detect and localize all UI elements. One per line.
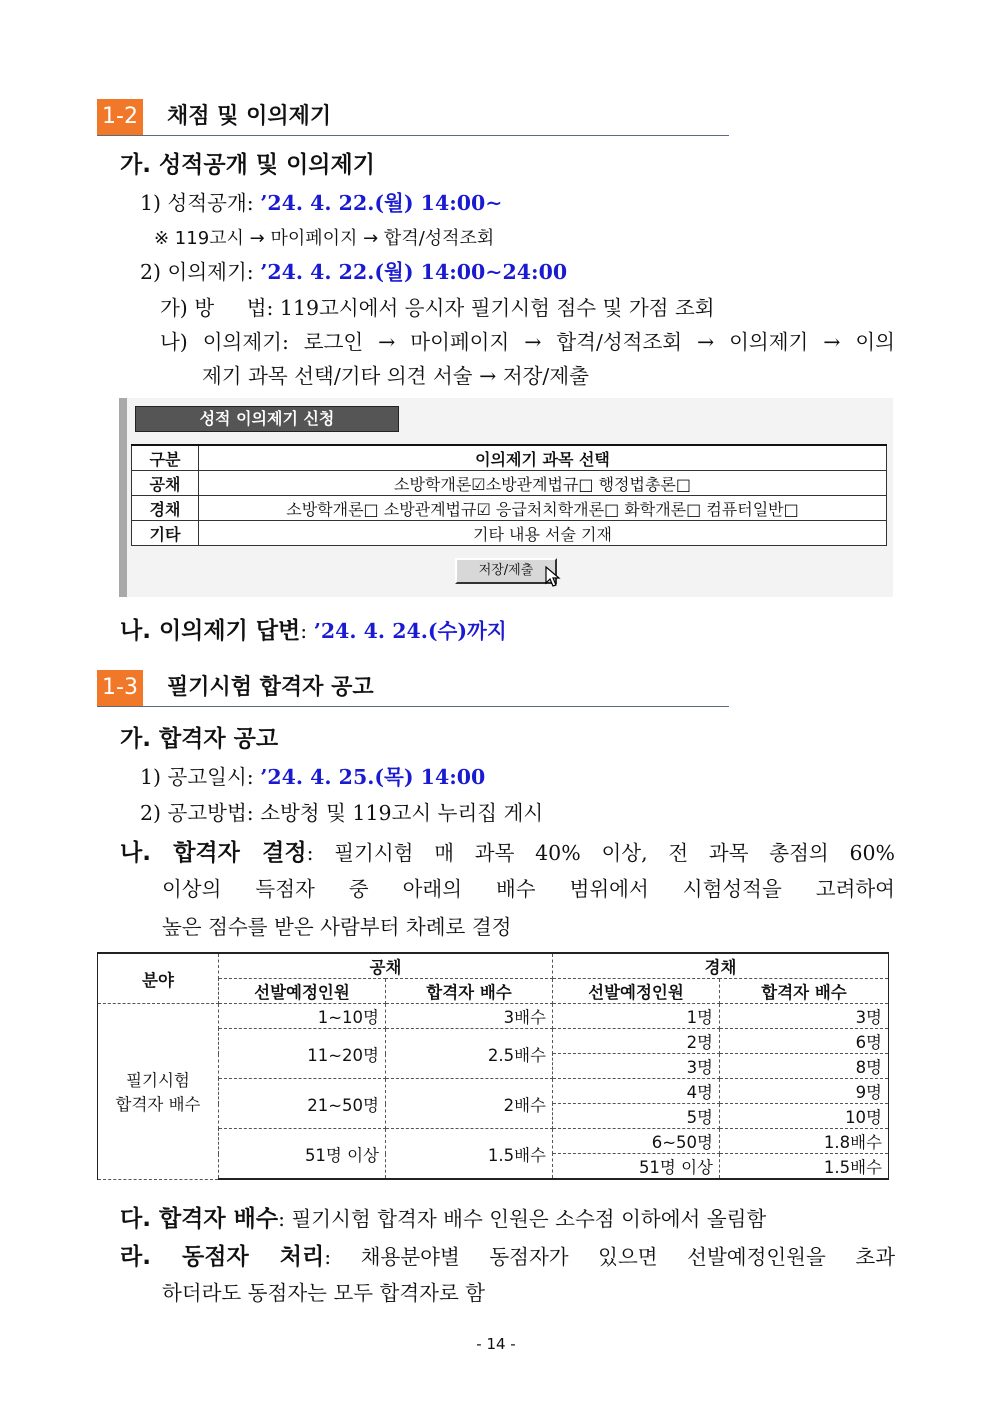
header-planned: 선발예정인원 bbox=[219, 979, 386, 1004]
gyeong-planned: 6∼50명 bbox=[553, 1129, 720, 1154]
header-subject-select: 이의제기 과목 선택 bbox=[199, 445, 887, 471]
tie-rule-line2: 하더라도 동점자는 모두 합격자로 함 bbox=[162, 1281, 486, 1305]
objection-period-line bbox=[140, 255, 567, 285]
gyeong-multiple: 6명 bbox=[720, 1029, 889, 1054]
tie-rule-label: 라. 동점자 처리 bbox=[120, 1244, 325, 1270]
table-row bbox=[132, 496, 887, 521]
objection-procedure-line2: 제기 과목 선택/기타 의견 서술 → 저장/제출 bbox=[202, 364, 589, 388]
row-label-line2: 합격자 배수 bbox=[115, 1095, 201, 1115]
tie-rule-text: : 채용분야별 동점자가 있으면 선발예정인원을 초과 bbox=[324, 1245, 895, 1269]
subheading-pass-announcement: 가. 합격자 공고 bbox=[120, 726, 279, 752]
objection-period-date: ’24. 4. 22.(월) 14:00∼24:00 bbox=[260, 260, 568, 284]
pass-multiple-text: : 필기시험 합격자 배수 인원은 소수점 이하에서 올림함 bbox=[278, 1207, 767, 1231]
gong-planned: 1∼10명 bbox=[219, 1004, 386, 1029]
gyeong-planned: 2명 bbox=[553, 1029, 720, 1054]
gong-planned: 21∼50명 bbox=[219, 1079, 386, 1129]
pass-decision-text: : 필기시험 매 과목 40% 이상, 전 과목 총점의 60% bbox=[306, 841, 896, 865]
table-row bbox=[132, 521, 887, 546]
announcement-method: 2) 공고방법: 소방청 및 119고시 누리집 게시 bbox=[140, 801, 544, 825]
announcement-date-label: 1) 공고일시: bbox=[140, 765, 261, 789]
gyeong-multiple: 1.8배수 bbox=[720, 1129, 889, 1154]
gyeong-multiple: 8명 bbox=[720, 1054, 889, 1079]
pass-decision-line2: 이상의 득점자 중 아래의 배수 범위에서 시험성적을 고려하여 bbox=[162, 877, 895, 901]
section-header-1-3 bbox=[97, 670, 729, 707]
objection-procedure-line1: 나) 이의제기: 로그인 → 마이페이지 → 합격/성적조회 → 이의제기 → 이의 bbox=[160, 330, 895, 354]
table-header-row bbox=[132, 445, 887, 471]
objection-form-title: 성적 이의제기 신청 bbox=[135, 406, 399, 432]
objection-period-label: 2) 이의제기: bbox=[140, 260, 261, 284]
gyeong-planned: 51명 이상 bbox=[553, 1154, 720, 1180]
gyeong-multiple: 9명 bbox=[720, 1079, 889, 1104]
gyeong-multiple: 3명 bbox=[720, 1004, 889, 1029]
row-label-line1: 필기시험 bbox=[126, 1071, 190, 1091]
screenshot-left-bar bbox=[119, 398, 127, 597]
objection-subject-table bbox=[131, 444, 887, 546]
header-multiple: 합격자 배수 bbox=[720, 979, 889, 1004]
row-category: 공채 bbox=[132, 471, 199, 496]
objection-form-screenshot bbox=[119, 398, 893, 597]
gong-multiple: 3배수 bbox=[386, 1004, 553, 1029]
page-number: - 14 - bbox=[476, 1335, 516, 1353]
row-category: 기타 bbox=[132, 521, 199, 546]
header-multiple: 합격자 배수 bbox=[386, 979, 553, 1004]
save-submit-button[interactable]: 저장/제출 bbox=[455, 558, 557, 584]
gyeong-planned: 3명 bbox=[553, 1054, 720, 1079]
section-number: 1-2 bbox=[97, 99, 143, 135]
section-header-1-2 bbox=[97, 99, 729, 136]
score-release-date: ’24. 4. 22.(월) 14:00∼ bbox=[260, 191, 503, 215]
announcement-date-line bbox=[140, 760, 485, 790]
pass-multiple-table bbox=[97, 952, 889, 1180]
tie-rule-line1 bbox=[120, 1238, 895, 1271]
table-row bbox=[98, 1004, 889, 1029]
pass-decision-line1 bbox=[120, 834, 895, 867]
score-release-label: 1) 성적공개: bbox=[140, 191, 261, 215]
score-lookup-note: ※ 119고시 → 마이페이지 → 합격/성적조회 bbox=[154, 228, 495, 249]
gong-planned: 51명 이상 bbox=[219, 1129, 386, 1180]
objection-answer-label: 나. 이의제기 답변 bbox=[120, 618, 301, 644]
header-category: 구분 bbox=[132, 445, 199, 471]
score-release-line bbox=[140, 186, 502, 216]
header-planned: 선발예정인원 bbox=[553, 979, 720, 1004]
table-header-row bbox=[98, 953, 889, 979]
row-subjects[interactable]: 소방학개론□ 소방관계법규☑ 응급처치학개론□ 화학개론□ 컴퓨터일반□ bbox=[199, 496, 887, 521]
pass-decision-line3: 높은 점수를 받은 사람부터 차례로 결정 bbox=[162, 915, 512, 939]
gyeong-planned: 4명 bbox=[553, 1079, 720, 1104]
table-row bbox=[132, 471, 887, 496]
objection-answer-colon: : bbox=[300, 619, 314, 643]
row-subjects[interactable]: 소방학개론☑소방관계법규□ 행정법총론□ bbox=[199, 471, 887, 496]
row-category: 경채 bbox=[132, 496, 199, 521]
gyeong-planned: 1명 bbox=[553, 1004, 720, 1029]
gong-multiple: 2.5배수 bbox=[386, 1029, 553, 1079]
pass-multiple-label: 다. 합격자 배수 bbox=[120, 1206, 279, 1232]
header-gongchae: 공채 bbox=[219, 953, 553, 979]
objection-answer-line bbox=[120, 612, 507, 645]
row-label bbox=[98, 1004, 219, 1180]
header-gyeongchae: 경채 bbox=[553, 953, 889, 979]
announcement-date: ’24. 4. 25.(목) 14:00 bbox=[260, 765, 486, 789]
gong-multiple: 1.5배수 bbox=[386, 1129, 553, 1180]
pass-multiple-rule bbox=[120, 1200, 766, 1233]
objection-method: 가) 방 법: 119고시에서 응시자 필기시험 점수 및 가점 조회 bbox=[160, 296, 715, 320]
subheading-score-release: 가. 성적공개 및 이의제기 bbox=[120, 152, 375, 178]
header-field: 분야 bbox=[98, 953, 219, 1004]
section-title: 필기시험 합격자 공고 bbox=[167, 675, 374, 700]
gyeong-planned: 5명 bbox=[553, 1104, 720, 1129]
section-title: 채점 및 이의제기 bbox=[167, 104, 332, 129]
gyeong-multiple: 1.5배수 bbox=[720, 1154, 889, 1180]
objection-answer-date: ’24. 4. 24.(수)까지 bbox=[313, 619, 507, 643]
mouse-cursor-icon bbox=[545, 566, 561, 588]
gong-multiple: 2배수 bbox=[386, 1079, 553, 1129]
section-number: 1-3 bbox=[97, 670, 143, 706]
gyeong-multiple: 10명 bbox=[720, 1104, 889, 1129]
pass-decision-label: 나. 합격자 결정 bbox=[120, 840, 307, 866]
row-other-text[interactable]: 기타 내용 서술 기재 bbox=[199, 521, 887, 546]
gong-planned: 11∼20명 bbox=[219, 1029, 386, 1079]
